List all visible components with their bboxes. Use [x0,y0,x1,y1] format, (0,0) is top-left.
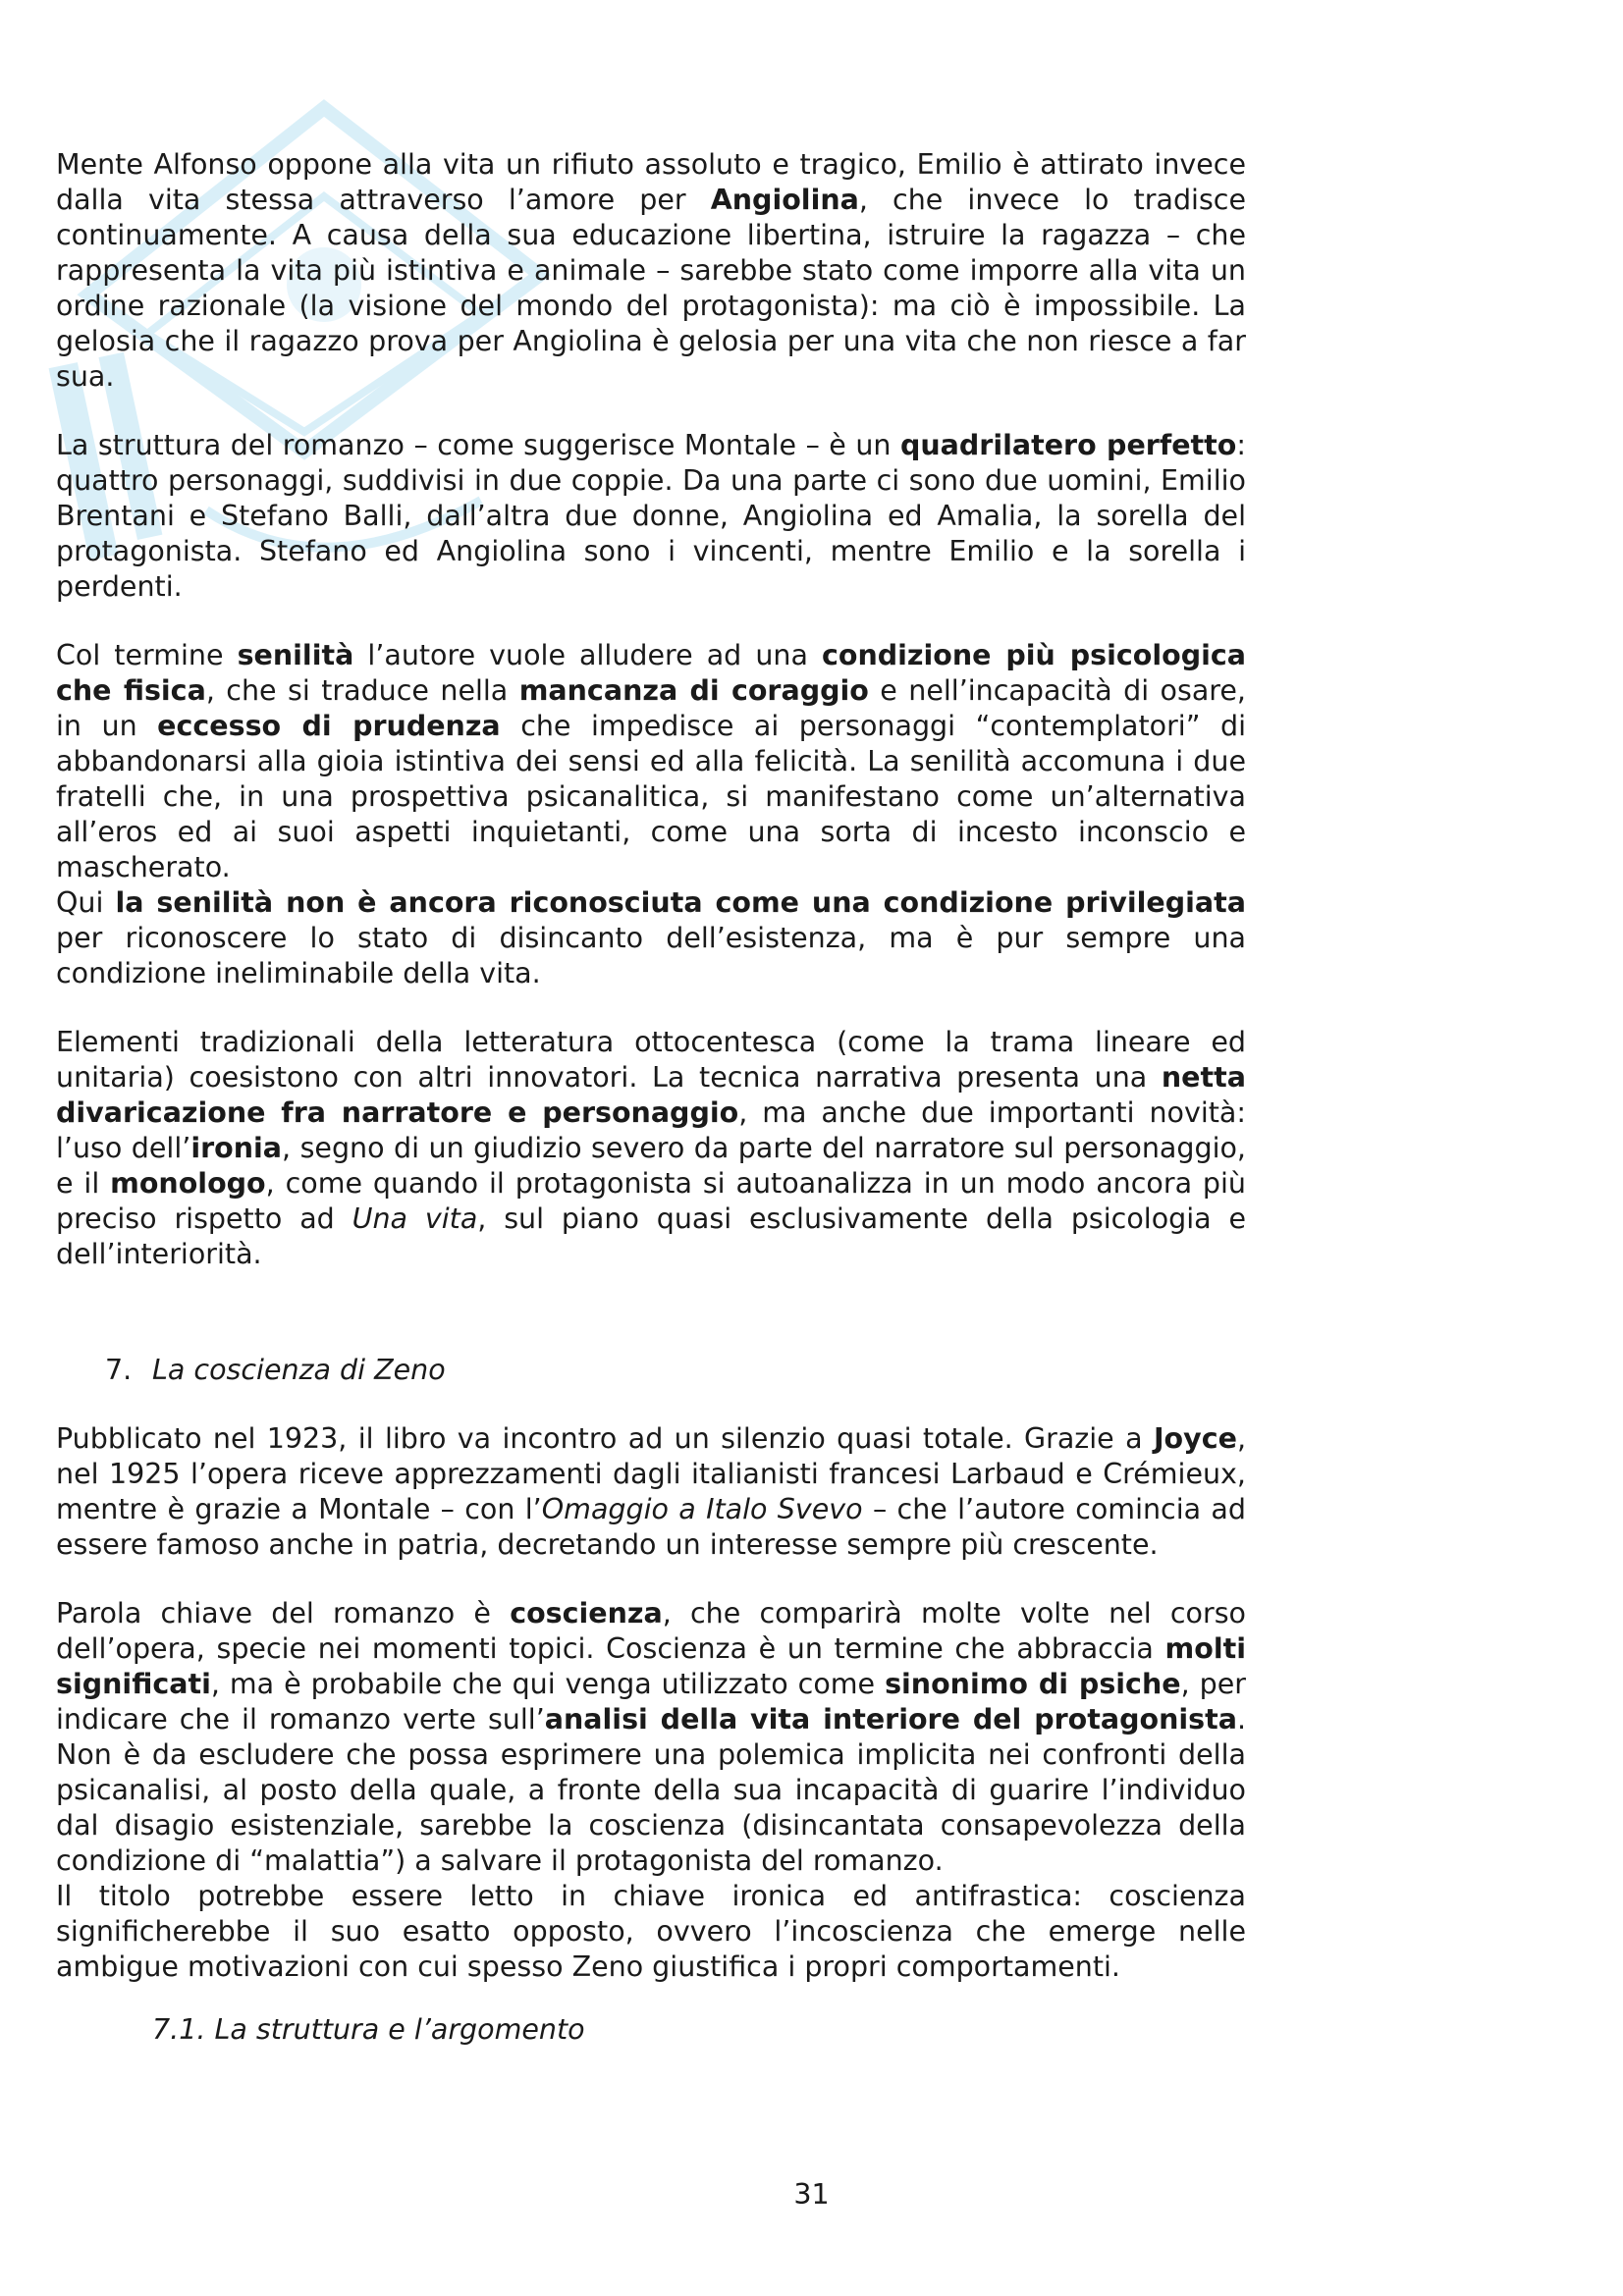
text: Col termine [56,639,238,671]
text: Parola chiave del romanzo è [56,1597,511,1629]
bold-text: sinonimo di psiche [885,1668,1181,1700]
bold-text: la senilità non è ancora riconosciuta come una condizione privilegiata [115,886,1246,919]
text: l’autore vuole alludere ad una [353,639,822,671]
document-body [56,147,1246,2048]
text: – che l’autore comincia ad essere famoso anche in patria, decretando un interesse sempre più crescente. [56,1493,1246,1561]
paragraph [56,1879,1246,1985]
text: Mente Alfonso oppone alla vita un rifiuto assoluto e tragico, Emilio è attirato invece dalla vita stessa attraverso l’amore per [56,148,1246,216]
text-block-coscienza [56,1421,1246,1985]
text: per riconoscere lo stato di disincanto dell’esistenza, ma è pur sempre una condizione ineliminabile della vita. [56,922,1246,989]
bold-text: analisi della vita interiore del protagonista [544,1703,1237,1735]
text: , che comparirà molte volte nel corso dell’opera, specie nei momenti topici. Coscienza è un termine che abbraccia [56,1597,1246,1665]
text-block-senilita [56,147,1246,1272]
bold-text: Joyce [1153,1422,1237,1455]
text: , ma è probabile che qui venga utilizzato come [210,1668,886,1700]
bold-text: eccesso di prudenza [157,710,501,742]
text: , nel 1925 l’opera riceve apprezzamenti dagli italianisti francesi Larbaud e Crémieux, mentre è grazie a Montale – con l’ [56,1422,1246,1525]
subsection-heading-7-1: 7.1. La struttura e l’argomento [152,2013,585,2046]
bold-text: Angiolina [710,184,859,216]
bold-text: senilità [237,639,354,671]
bold-text: molti significati [56,1632,1246,1700]
section-number: 7. [105,1354,133,1386]
paragraph [56,1421,1246,1563]
text: , come quando il protagonista si autoanalizza in un modo ancora più preciso rispetto ad [56,1167,1246,1235]
text: : quattro personaggi, suddivisi in due coppie. Da una parte ci sono due uomini, Emilio Brentani e Stefano Balli, dall’altra due donne, Angiolina ed Amalia, la sorella del protagonista. Stefano ed Angiolina sono i vincenti, mentre Emilio e la sorella i perdenti. [56,429,1246,603]
text: che impedisce ai personaggi “contemplatori” di abbandonarsi alla gioia istintiva dei sensi ed alla felicità. La senilità accomuna i due fratelli che, in una prospettiva psicanalitica, si manifestano come un’alternativa all’eros ed ai suoi aspetti inquietanti, come una sorta di incesto inconscio e mascherato. [56,710,1247,883]
text: . Non è da escludere che possa esprimere una polemica implicita nei confronti della psicanalisi, al posto della quale, a fronte della sua incapacità di guarire l’individuo dal disagio esistenziale, sarebbe la coscienza (disincantata consapevolezza della condizione di “malattia”) a salvare il protagonista del romanzo. [56,1703,1247,1877]
bold-text: mancanza di coraggio [518,674,869,707]
bold-text: ironia [190,1132,283,1164]
text: , che si traduce nella [205,674,519,707]
paragraph [56,638,1246,885]
paragraph [56,1025,1246,1272]
italic-text: Una vita [352,1202,478,1235]
bold-text: monologo [110,1167,266,1200]
text: , ma anche due importanti novità: l’uso dell’ [56,1096,1246,1164]
bold-text: coscienza [510,1597,663,1629]
paragraph [56,428,1246,605]
text: Elementi tradizionali della letteratura ottocentesca (come la trama lineare ed unitaria) coesistono con altri innovatori. La tecnica narrativa presenta una [56,1026,1246,1094]
text: , sul piano quasi esclusivamente della psicologia e dell’interiorità. [56,1202,1246,1270]
bold-text: quadrilatero perfetto [899,429,1237,461]
section-title: La coscienza di Zeno [152,1354,446,1386]
paragraph [56,147,1246,395]
bold-text: condizione più psicologica che fisica [56,639,1247,707]
paragraph [56,885,1246,991]
page-number: 31 [793,2178,830,2211]
italic-text: Omaggio a Italo Svevo [541,1493,863,1525]
text: , segno di un giudizio severo da parte del narratore sul personaggio, e il [56,1132,1246,1200]
text: Il titolo potrebbe essere letto in chiave ironica ed antifrastica: coscienza significherebbe il suo esatto opposto, ovvero l’incoscienza che emerge nelle ambigue motivazioni con cui spesso Zeno giustifica i propri comportamenti. [56,1880,1246,1983]
text: Qui [56,886,116,919]
text: e nell’incapacità di osare, in un [56,674,1246,742]
text: , che invece lo tradisce continuamente. A causa della sua educazione libertina, istruire la ragazza – che rappresenta la vita più istintiva e animale – sarebbe stato come imporre alla vita un ordine razionale (la visione del mondo del protagonista): ma ciò è impossibile. La gelosia che il ragazzo prova per Angiolina è gelosia per una vita che non riesce a far sua. [56,184,1246,393]
text: La struttura del romanzo – come suggerisce Montale – è un [56,429,900,461]
text: , per indicare che il romanzo verte sull’ [56,1668,1246,1735]
section-heading-7 [105,1353,1246,1388]
bold-text: netta divaricazione fra narratore e personaggio [56,1061,1246,1129]
paragraph [56,1596,1246,1879]
text: Pubblicato nel 1923, il libro va incontro ad un silenzio quasi totale. Grazie a [56,1422,1154,1455]
